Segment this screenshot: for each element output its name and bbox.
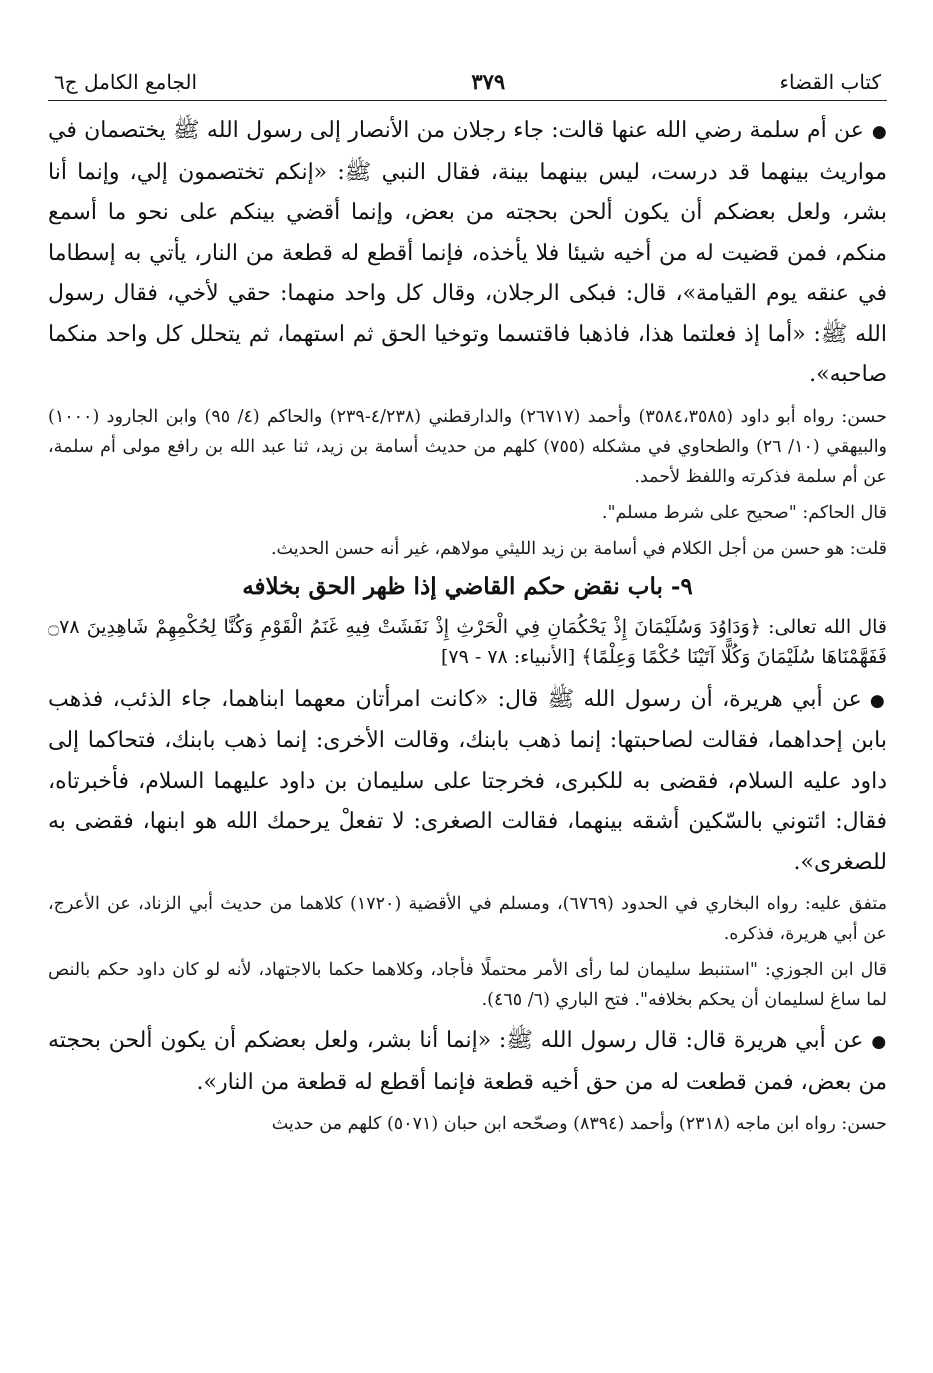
takhrij-note: متفق عليه: رواه البخاري في الحدود (٦٧٦٩)، ومسلم في الأقضية (١٧٢٠) كلاهما من حديث أبي الزناد، عن الأعرج، عن أبي هريرة، فذكره. bbox=[48, 894, 887, 944]
header-book-title: الجامع الكامل ج٦ bbox=[54, 70, 198, 94]
page-number: ٣٧٩ bbox=[471, 69, 506, 94]
hadith-paragraph bbox=[48, 680, 887, 884]
bullet-icon: ● bbox=[869, 690, 887, 711]
hadith-text: عن أبي هريرة، أن رسول الله ﷺ قال: «كانت امرأتان معهما ابناهما، جاء الذئب، فذهب بابن إحداهما، فقالت لصاحبتها: إنما ذهب بابنك، وقالت الأخرى: إنما ذهب بابنك، فتحاكما إلى داود عليه السلام، فقضى به للكبرى، فخرجتا على سليمان بن داود عليهما السلام، فأخبرتاه، فقال: ائتوني بالسّكين أشقه بينهما، فقالت الصغرى: لا تفعلْ يرحمك الله هو ابنها، فقضى به للصغرى». bbox=[48, 686, 887, 875]
commentary-note: قال ابن الجوزي: "استنبط سليمان لما رأى الأمر محتملًا فأجاد، وكلاهما حكما بالاجتهاد، لأنه لو كان داود حكم بالنص لما ساغ لسليمان أن يحكم بخلافه". فتح الباري (٦/ ٤٦٥). bbox=[48, 960, 887, 1010]
page-content bbox=[48, 111, 887, 1139]
bullet-icon: ● bbox=[871, 122, 888, 142]
bullet-icon: ● bbox=[871, 1032, 887, 1052]
takhrij-note: حسن: رواه ابن ماجه (٢٣١٨) وأحمد (٨٣٩٤) وصحّحه ابن حبان (٥٠٧١) كلهم من حديث bbox=[271, 1114, 887, 1134]
chapter-heading: ٩- باب نقض حكم القاضي إذا ظهر الحق بخلافه bbox=[242, 572, 693, 600]
author-note: قلت: هو حسن من أجل الكلام في أسامة بن زيد الليثي مولاهم، غير أنه حسن الحديث. bbox=[270, 538, 887, 559]
hadith-text: عن أبي هريرة قال: قال رسول الله ﷺ: «إنما أنا بشر، ولعل بعضكم أن يكون ألحن بحجته من بعض، فمن قطعت له من حق أخيه قطعة فإنما أقطع له قطعة من النار». bbox=[48, 1028, 887, 1095]
hakim-note: قال الحاكم: "صحيح على شرط مسلم". bbox=[601, 502, 887, 523]
header-chapter-title: كتاب القضاء bbox=[779, 70, 881, 94]
quran-verse: قال الله تعالى: ﴿وَدَاوُدَ وَسُلَيْمَانَ إِذْ يَحْكُمَانِ فِي الْحَرْثِ إِذْ نَفَشَتْ فِيهِ غَنَمُ الْقَوْمِ وَكُنَّا لِحُكْمِهِمْ شَاهِدِينَ ۝٧٨ فَفَهَّمْنَاهَا سُلَيْمَانَ وَكُلًّا آتَيْنَا حُكْمًا وَعِلْمًا﴾ [الأنبياء: ٧٨ - ٧٩] bbox=[48, 615, 887, 668]
takhrij-note: حسن: رواه أبو داود (٣٥٨٤،٣٥٨٥) وأحمد (٢٦٧١٧) والدارقطني (٤/٢٣٨-٢٣٩) والحاكم (٤/ ٩٥) وابن الجارود (١٠٠٠) والبيهقي (١٠/ ٢٦) والطحاوي في مشكله (٧٥٥) كلهم من حديث أسامة بن زيد، ثنا عبد الله بن رافع مولى أم سلمة، عن أم سلمة فذكرته واللفظ لأحمد. bbox=[48, 406, 888, 487]
running-header bbox=[48, 52, 887, 101]
hadith-text: عن أم سلمة رضي الله عنها قالت: جاء رجلان من الأنصار إلى رسول الله ﷺ يختصمان في مواريث بينهما قد درست، ليس بينهما بينة، فقال النبي ﷺ: «إنكم تختصمون إلي، وإنما أنا بشر، ولعل بعضكم أن يكون ألحن بحجته من بعض، وإنما أقضي بينكم على نحو ما أسمع منكم، فمن قضيت له من أخيه شيئا فلا يأخذه، فإنما أقطع له قطعة من النار، يأتي به إسطاما في عنقه يوم القيامة»، قال: فبكى الرجلان، وقال كل واحد منهما: حقي لأخي، فقال رسول الله ﷺ: «أما إذ فعلتما هذا، فاذهبا فاقتسما وتوخيا الحق ثم استهما، ثم يتحلل كل واحد منكما صاحبه». bbox=[48, 118, 887, 387]
hadith-paragraph bbox=[48, 111, 887, 396]
hadith-paragraph bbox=[48, 1021, 887, 1103]
